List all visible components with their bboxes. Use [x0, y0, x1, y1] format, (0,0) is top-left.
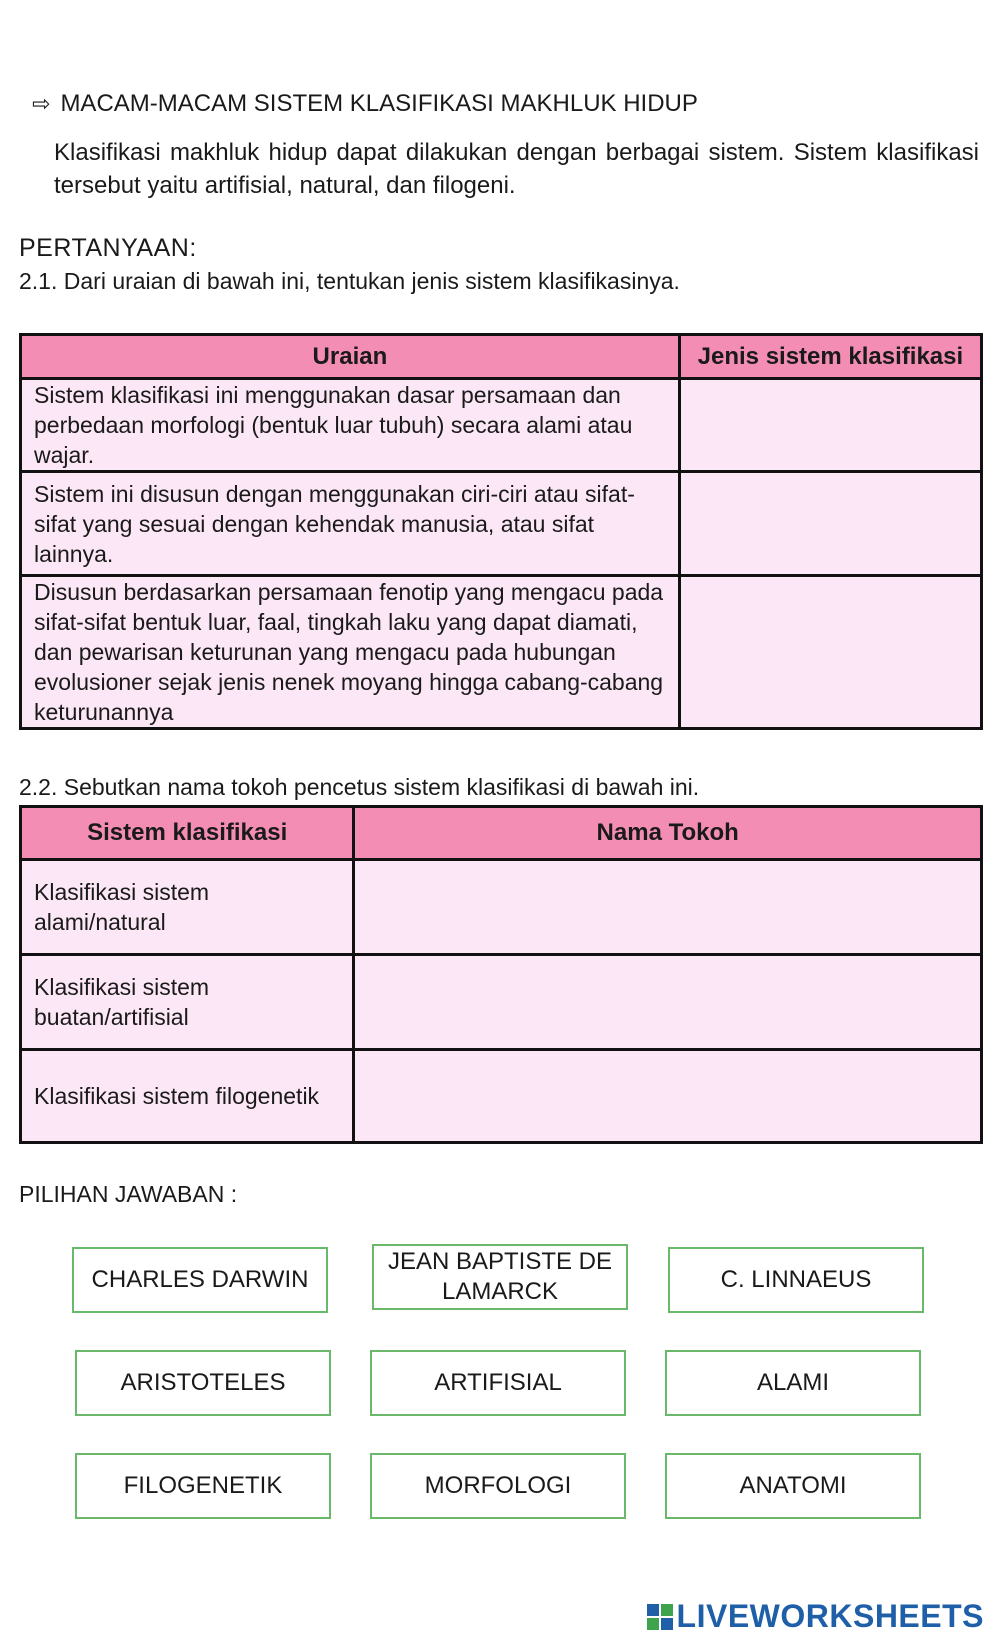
answer-drop-cell[interactable] [354, 860, 982, 955]
choice-c-linnaeus[interactable]: C. LINNAEUS [668, 1247, 924, 1313]
uraian-cell: Disusun berdasarkan persamaan fenotip yang mengacu pada sifat-sifat bentuk luar, faal, tingkah laku yang dapat diamati, dan pewarisan keturunan yang mengacu pada hubungan evolusioner sejak jenis nenek moyang hingga cabang-cabang keturunannya [21, 576, 680, 729]
choice-charles-darwin[interactable]: CHARLES DARWIN [72, 1247, 328, 1313]
header-uraian: Uraian [21, 335, 680, 379]
section-heading [32, 90, 698, 118]
choice-anatomi[interactable]: ANATOMI [665, 1453, 921, 1519]
intro-paragraph: Klasifikasi makhluk hidup dapat dilakukan dengan berbagai sistem. Sistem klasifikasi tersebut yaitu artifisial, natural, dan filogeni. [54, 139, 979, 199]
answer-drop-cell[interactable] [679, 576, 981, 729]
uraian-cell: Sistem klasifikasi ini menggunakan dasar persamaan dan perbedaan morfologi (bentuk luar tubuh) secara alami atau wajar. [21, 379, 680, 472]
answer-drop-cell[interactable] [679, 472, 981, 576]
classification-type-table [19, 333, 983, 730]
question-2-2-prompt: 2.2. Sebutkan nama tokoh pencetus sistem klasifikasi di bawah ini. [19, 774, 700, 800]
header-nama-tokoh: Nama Tokoh [354, 807, 982, 860]
sistem-cell: Klasifikasi sistem filogenetik [21, 1050, 354, 1143]
answer-drop-cell[interactable] [354, 1050, 982, 1143]
choice-filogenetik[interactable]: FILOGENETIK [75, 1453, 331, 1519]
choices-label: PILIHAN JAWABAN : [19, 1181, 238, 1207]
arrow-right-icon: ⇨ [32, 91, 51, 116]
liveworksheets-logo [647, 1598, 984, 1635]
answer-drop-cell[interactable] [354, 955, 982, 1050]
choice-alami[interactable]: ALAMI [665, 1350, 921, 1416]
header-sistem-klasifikasi: Sistem klasifikasi [21, 807, 354, 860]
question-2-1-prompt: 2.1. Dari uraian di bawah ini, tentukan jenis sistem klasifikasinya. [19, 268, 680, 294]
choice-jean-baptiste-de-lamarck[interactable]: JEAN BAPTISTE DE LAMARCK [372, 1244, 628, 1310]
choice-morfologi[interactable]: MORFOLOGI [370, 1453, 626, 1519]
answer-drop-cell[interactable] [679, 379, 981, 472]
choice-artifisial[interactable]: ARTIFISIAL [370, 1350, 626, 1416]
sistem-cell: Klasifikasi sistem alami/natural [21, 860, 354, 955]
liveworksheets-mark-icon [647, 1604, 673, 1630]
logo-text: LIVEWORKSHEETS [676, 1598, 984, 1634]
uraian-cell: Sistem ini disusun dengan menggunakan ciri-ciri atau sifat-sifat yang sesuai dengan kehendak manusia, atau sifat lainnya. [21, 472, 680, 576]
question-label: PERTANYAAN: [19, 234, 197, 262]
section-title: MACAM-MACAM SISTEM KLASIFIKASI MAKHLUK HIDUP [60, 90, 698, 117]
header-jenis-sistem: Jenis sistem klasifikasi [679, 335, 981, 379]
sistem-cell: Klasifikasi sistem buatan/artifisial [21, 955, 354, 1050]
figure-name-table [19, 805, 983, 1144]
choice-aristoteles[interactable]: ARISTOTELES [75, 1350, 331, 1416]
